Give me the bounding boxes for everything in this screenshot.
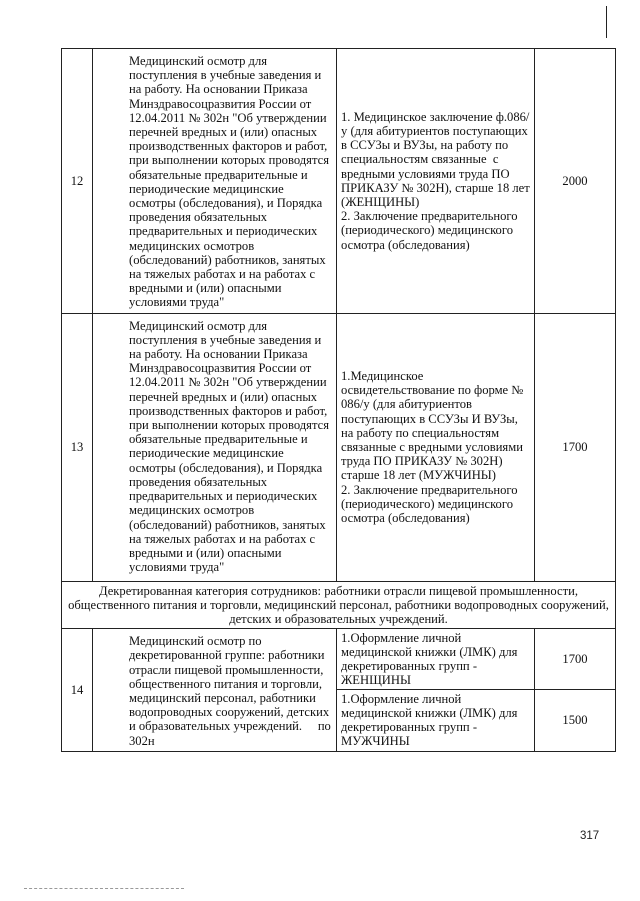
- footer-divider: [24, 888, 184, 889]
- section-heading: Декретированная категория сотрудников: работники отрасли пищевой промышленности, общественного питания и торговли, медицинский персонал, работники водопроводных сооружений, детских и образовательных учреждений.: [62, 581, 616, 629]
- row-price: 1700: [535, 313, 616, 581]
- row-service: 1.Оформление личной медицинской книжки (ЛМК) для декретированных групп - МУЖЧИНЫ: [337, 689, 535, 751]
- row-price: 1500: [535, 689, 616, 751]
- row-price: 2000: [535, 49, 616, 314]
- price-table: [61, 48, 616, 752]
- row-service: 1.Оформление личной медицинской книжки (ЛМК) для декретированных групп - ЖЕНЩИНЫ: [337, 629, 535, 689]
- table-row: [62, 629, 616, 689]
- row-description: Медицинский осмотр по декретированной группе: работники отрасли пищевой промышленности, общественного питания и торговли, медицинский персонал, работники водопроводных сооружений, детских и образовательных учреждений. по 302н: [93, 629, 337, 752]
- row-description: Медицинский осмотр для поступления в учебные заведения и на работу. На основании Приказа Минздравосоцразвития России от 12.04.2011 № 302н "Об утверждении перечней вредных и (или) опасных производственных факторов и работ, при выполнении которых проводятся обязательные предварительные и периодические медицинские осмотры (обследования), и Порядка проведения обязательных предварительных и периодических медицинских осмотров (обследований) работников, занятых на тяжелых работах и на работах с вредными и (или) опасными условиями труда": [93, 49, 337, 314]
- row-service: 1.Медицинское освидетельствование по форме № 086/у (для абитуриентов поступающих в ССУЗы И ВУЗы, на работу по специальностям связанные с вредными условиями труда ПО ПРИКАЗУ № 302Н) старше 18 лет (МУЖЧИНЫ) 2. Заключение предварительного (периодического) медицинского осмотра (обследования): [337, 313, 535, 581]
- row-description: Медицинский осмотр для поступления в учебные заведения и на работу. На основании Приказа Минздравосоцразвития России от 12.04.2011 № 302н "Об утверждении перечней вредных и (или) опасных производственных факторов и работ, при выполнении которых проводятся обязательные предварительные и периодические медицинские осмотры (обследования), и Порядка проведения обязательных предварительных и периодических медицинских осмотров (обследований) работников, занятых на тяжелых работах и на работах с вредными и (или) опасными условиями труда": [93, 313, 337, 581]
- row-number: 14: [62, 629, 93, 752]
- table-row: [62, 49, 616, 314]
- page-number: 317: [580, 830, 600, 842]
- margin-mark: [606, 6, 607, 38]
- row-service: 1. Медицинское заключение ф.086/у (для абитуриентов поступающих в ССУЗы и ВУЗы, на работу по специальностям связанные с вредными условиями труда ПО ПРИКАЗУ № 302Н), старше 18 лет (ЖЕНЩИНЫ) 2. Заключение предварительного (периодического) медицинского осмотра (обследования): [337, 49, 535, 314]
- row-number: 12: [62, 49, 93, 314]
- section-heading-row: [62, 581, 616, 629]
- row-price: 1700: [535, 629, 616, 689]
- table-row: [62, 313, 616, 581]
- row-number: 13: [62, 313, 93, 581]
